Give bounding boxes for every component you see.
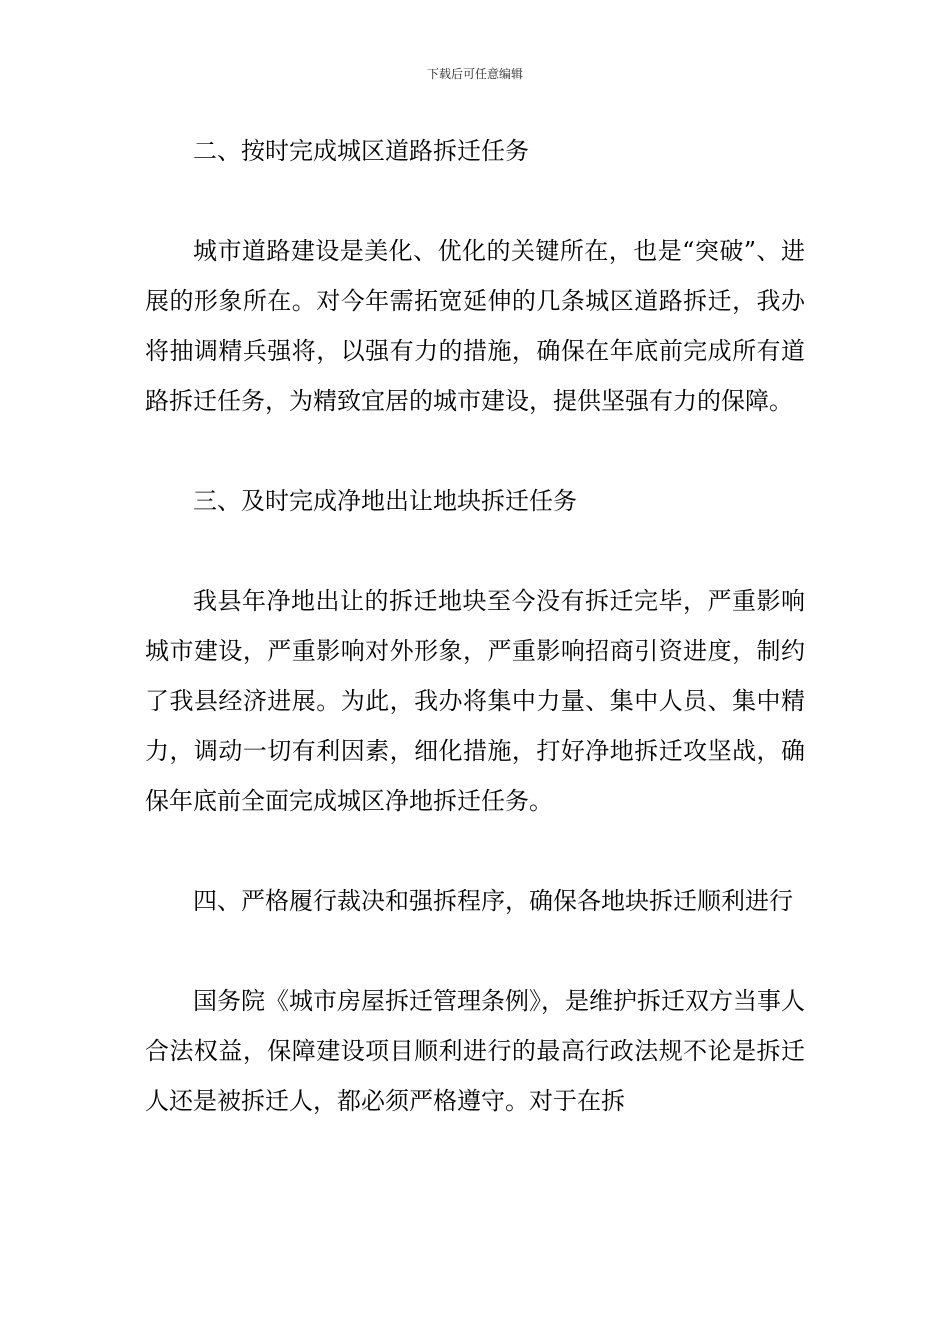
section-heading-4: 四、严格履行裁决和强拆程序，确保各地块拆迁顺利进行	[193, 887, 793, 915]
section-heading-3: 三、及时完成净地出让地块拆迁任务	[193, 487, 577, 515]
paragraph-regulations: 国务院《城市房屋拆迁管理条例》，是维护拆迁双方当事人合法权益，保障建设项目顺利进行的最高行政法规不论是拆迁人还是被拆迁人，都必须严格遵守。对于在拆	[145, 987, 805, 1115]
paragraph-road-demolition: 城市道路建设是美化、优化的关键所在，也是“突破”、进展的形象所在。对今年需拓宽延伸的几条城区道路拆迁，我办将抽调精兵强将，以强有力的措施，确保在年底前完成所有道路拆迁任务，为精致宜居的城市建设，提供坚强有力的保障。	[145, 237, 805, 415]
page-header: 下载后可任意编辑	[426, 67, 523, 81]
document-body	[145, 126, 805, 1126]
paragraph-land-demolition: 我县年净地出让的拆迁地块至今没有拆迁完毕，严重影响城市建设，严重影响对外形象，严重影响招商引资进度，制约了我县经济进展。为此，我办将集中力量、集中人员、集中精力，调动一切有利因素，细化措施，打好净地拆迁攻坚战，确保年底前全面完成城区净地拆迁任务。	[145, 587, 805, 815]
section-heading-2: 二、按时完成城区道路拆迁任务	[193, 137, 529, 165]
